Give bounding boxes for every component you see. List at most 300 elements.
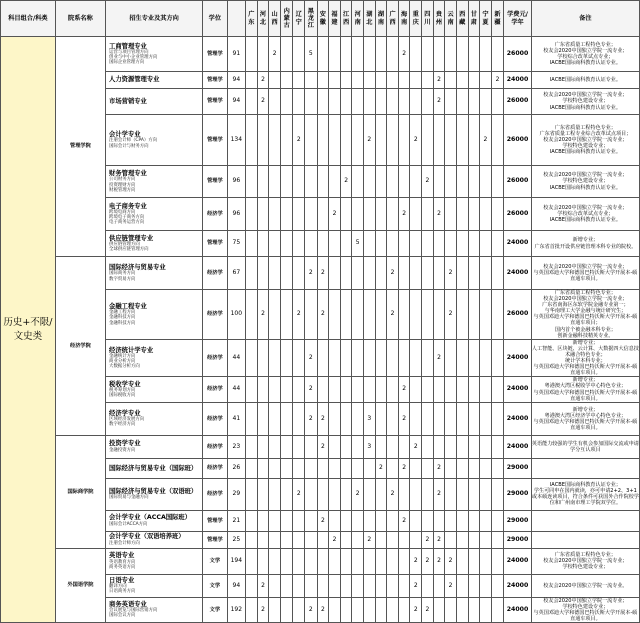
- province-quota: [364, 339, 376, 377]
- province-quota: [364, 377, 376, 402]
- province-quota: 3: [364, 402, 376, 435]
- province-quota: [329, 72, 341, 89]
- province-quota: [445, 402, 457, 435]
- total-cell: 41: [227, 402, 245, 435]
- major-cell: [106, 377, 203, 402]
- province-quota: [375, 115, 387, 166]
- note-line: 校友会2020中国独立学院一流专业；: [543, 263, 628, 270]
- province-quota: [445, 198, 457, 231]
- province-quota: [468, 166, 480, 198]
- province-quota: [293, 548, 305, 574]
- province-quota: [340, 402, 352, 435]
- province-quota: [293, 231, 305, 257]
- province-quota: [375, 290, 387, 340]
- province-quota: 2: [387, 478, 399, 510]
- province-quota: 2: [329, 198, 341, 231]
- major-direction: 注册会计师方向: [109, 540, 140, 546]
- province-quota: 2: [433, 478, 445, 510]
- note-line: 与英国邓迪大学和德国巴特沃斯大学开展本-硕直通车项目。: [533, 609, 638, 622]
- province-quota: [329, 89, 341, 115]
- total-cell: 100: [227, 290, 245, 340]
- province-quota: [480, 339, 492, 377]
- province-quota: 2: [422, 531, 434, 548]
- province-quota: [293, 72, 305, 89]
- note-cell: [531, 89, 639, 115]
- province-quota: 2: [410, 115, 422, 166]
- major-cell: [106, 435, 203, 458]
- header-province: 四 川: [422, 1, 434, 37]
- header-province: 贵 州: [433, 1, 445, 37]
- major-direction: 税务筹划方向: [109, 387, 136, 393]
- province-quota: [257, 37, 269, 72]
- province-quota: [317, 37, 329, 72]
- note-line: IACBE国际商科教育认证专业。: [549, 60, 621, 67]
- province-quota: [246, 166, 258, 198]
- note-line: 粤港澳大湾区税收学中心特色专业；: [544, 383, 627, 390]
- total-cell: 23: [227, 435, 245, 458]
- province-quota: [422, 198, 434, 231]
- note-cell: [531, 115, 639, 166]
- province-quota: [387, 339, 399, 377]
- province-quota: [352, 510, 364, 531]
- province-quota: [269, 290, 281, 340]
- province-quota: [352, 89, 364, 115]
- province-quota: [422, 231, 434, 257]
- province-quota: [410, 458, 422, 478]
- degree-cell: 文学: [203, 597, 227, 622]
- province-quota: [410, 339, 422, 377]
- header-province: 湖 南: [375, 1, 387, 37]
- degree-cell: 经济学: [203, 377, 227, 402]
- province-quota: 3: [364, 435, 376, 458]
- province-quota: [422, 290, 434, 340]
- province-quota: [293, 198, 305, 231]
- province-quota: [456, 198, 468, 231]
- province-quota: [340, 89, 352, 115]
- major-direction: 电子商务运营方向: [109, 220, 145, 226]
- province-quota: 2: [433, 458, 445, 478]
- major-cell: [106, 257, 203, 290]
- province-quota: [410, 257, 422, 290]
- province-quota: [329, 574, 341, 597]
- province-quota: [480, 166, 492, 198]
- province-quota: [456, 37, 468, 72]
- province-quota: [410, 510, 422, 531]
- province-quota: [317, 531, 329, 548]
- note-line: 校友会2020中国独立学院一流专业。: [543, 582, 628, 589]
- province-quota: [433, 115, 445, 166]
- province-quota: [257, 166, 269, 198]
- province-quota: [246, 72, 258, 89]
- province-quota: [293, 339, 305, 377]
- province-quota: [491, 435, 504, 458]
- header-degree: 学位: [203, 1, 227, 37]
- province-quota: [329, 290, 341, 340]
- province-quota: [293, 166, 305, 198]
- province-quota: [246, 290, 258, 340]
- province-quota: [246, 89, 258, 115]
- province-quota: [293, 510, 305, 531]
- note-line: 学校特色建设专业；: [562, 178, 609, 185]
- province-quota: [257, 458, 269, 478]
- province-quota: [433, 377, 445, 402]
- fee-cell: 26000: [504, 198, 532, 231]
- major-direction: 金融投资方向: [109, 447, 136, 453]
- header-province: 新 疆: [491, 1, 504, 37]
- province-quota: [352, 531, 364, 548]
- province-quota: [329, 548, 341, 574]
- province-quota: [480, 89, 492, 115]
- province-quota: [422, 115, 434, 166]
- province-quota: [398, 435, 410, 458]
- header-major: 招生专业及其方向: [106, 1, 203, 37]
- province-quota: [387, 574, 399, 597]
- total-cell: 194: [227, 548, 245, 574]
- province-quota: [410, 231, 422, 257]
- province-quota: [329, 166, 341, 198]
- total-cell: 96: [227, 198, 245, 231]
- major-direction: 商业分析方向: [109, 359, 136, 365]
- province-quota: [329, 597, 341, 622]
- fee-cell: 24000: [504, 548, 532, 574]
- province-quota: 2: [317, 510, 329, 531]
- province-quota: [340, 548, 352, 574]
- province-quota: [491, 574, 504, 597]
- province-quota: [468, 574, 480, 597]
- province-quota: [410, 478, 422, 510]
- province-quota: [364, 458, 376, 478]
- province-quota: [422, 37, 434, 72]
- note-cell: [531, 510, 639, 531]
- degree-cell: 经济学: [203, 198, 227, 231]
- province-quota: 2: [340, 166, 352, 198]
- province-quota: [352, 377, 364, 402]
- province-quota: [340, 198, 352, 231]
- province-quota: [317, 339, 329, 377]
- degree-cell: 经济学: [203, 290, 227, 340]
- fee-cell: 24000: [504, 377, 532, 402]
- province-quota: [468, 510, 480, 531]
- header-province: 宁 夏: [480, 1, 492, 37]
- header-province: 河 北: [257, 1, 269, 37]
- province-quota: [491, 198, 504, 231]
- province-quota: [480, 510, 492, 531]
- province-quota: [375, 72, 387, 89]
- province-quota: [410, 402, 422, 435]
- province-quota: [480, 402, 492, 435]
- note-line: 国内首个被金融本科专业；: [554, 326, 616, 333]
- province-quota: [340, 574, 352, 597]
- province-quota: [280, 37, 293, 72]
- province-quota: [491, 377, 504, 402]
- province-quota: [317, 198, 329, 231]
- province-quota: 2: [293, 290, 305, 340]
- note-line: IACBE国际商科教育认证专业；: [549, 482, 621, 488]
- province-quota: [280, 89, 293, 115]
- province-quota: [305, 458, 318, 478]
- province-quota: [398, 257, 410, 290]
- major-direction: 跨境电商方向: [109, 209, 136, 215]
- province-quota: [269, 339, 281, 377]
- province-quota: [364, 257, 376, 290]
- province-quota: [340, 510, 352, 531]
- province-quota: [269, 377, 281, 402]
- province-quota: [410, 198, 422, 231]
- province-quota: [422, 435, 434, 458]
- major-name: 供应链管理专业: [109, 234, 154, 242]
- province-quota: [445, 166, 457, 198]
- province-quota: [364, 198, 376, 231]
- province-quota: 2: [317, 290, 329, 340]
- fee-cell: 26000: [504, 37, 532, 72]
- major-direction: 投资理财方向: [109, 182, 136, 188]
- major-cell: [106, 510, 203, 531]
- province-quota: [280, 510, 293, 531]
- province-quota: [456, 574, 468, 597]
- note-cell: [531, 339, 639, 377]
- province-quota: [422, 458, 434, 478]
- province-quota: 2: [257, 72, 269, 89]
- province-quota: [491, 510, 504, 531]
- note-line: 学校特色建设专业；: [562, 603, 609, 610]
- header-total-blank: [227, 1, 245, 37]
- note-cell: [531, 574, 639, 597]
- note-cell: [531, 37, 639, 72]
- province-quota: [456, 290, 468, 340]
- province-quota: [398, 166, 410, 198]
- province-quota: [329, 339, 341, 377]
- province-quota: [387, 597, 399, 622]
- province-quota: [480, 548, 492, 574]
- province-quota: [375, 198, 387, 231]
- province-quota: [445, 510, 457, 531]
- province-quota: [456, 72, 468, 89]
- province-quota: [317, 377, 329, 402]
- province-quota: [280, 402, 293, 435]
- province-quota: [468, 198, 480, 231]
- major-direction: 翻译方向: [109, 584, 127, 590]
- province-quota: [375, 257, 387, 290]
- province-quota: 2: [433, 548, 445, 574]
- major-direction: 财税管理方向: [109, 187, 136, 193]
- province-quota: [293, 458, 305, 478]
- province-quota: [246, 574, 258, 597]
- province-quota: [280, 531, 293, 548]
- province-quota: [317, 574, 329, 597]
- major-cell: [106, 548, 203, 574]
- province-quota: 2: [433, 198, 445, 231]
- province-quota: 2: [410, 597, 422, 622]
- major-cell: [106, 37, 203, 72]
- province-quota: [340, 37, 352, 72]
- province-quota: [398, 115, 410, 166]
- province-quota: [422, 574, 434, 597]
- province-quota: 2: [433, 531, 445, 548]
- province-quota: [445, 377, 457, 402]
- province-quota: [445, 531, 457, 548]
- province-quota: [468, 257, 480, 290]
- province-quota: [387, 458, 399, 478]
- province-quota: [280, 115, 293, 166]
- note-line: 校友会2020中国独立学院一流专业；: [543, 597, 628, 604]
- province-quota: [491, 531, 504, 548]
- province-quota: [269, 166, 281, 198]
- province-quota: [387, 531, 399, 548]
- province-quota: [398, 72, 410, 89]
- province-quota: [305, 115, 318, 166]
- province-quota: [305, 198, 318, 231]
- province-quota: [280, 166, 293, 198]
- header-province: 江 西: [340, 1, 352, 37]
- category-cell: [1, 37, 56, 623]
- province-quota: [329, 257, 341, 290]
- major-cell: [106, 290, 203, 340]
- total-cell: 21: [227, 510, 245, 531]
- province-quota: 2: [410, 548, 422, 574]
- province-quota: [280, 290, 293, 340]
- note-line: 校友会2020中国独立学院一流专业；: [543, 136, 628, 143]
- header-province: 内 蒙 古: [280, 1, 293, 37]
- province-quota: [269, 198, 281, 231]
- province-quota: [293, 531, 305, 548]
- province-quota: [364, 72, 376, 89]
- header-province: 福 建: [329, 1, 341, 37]
- province-quota: 2: [257, 574, 269, 597]
- province-quota: [433, 402, 445, 435]
- province-quota: [398, 231, 410, 257]
- total-cell: 44: [227, 339, 245, 377]
- province-quota: [280, 478, 293, 510]
- header-province: 云 南: [445, 1, 457, 37]
- note-line: 统计学本科专业；: [565, 358, 606, 365]
- province-quota: 2: [398, 402, 410, 435]
- province-quota: [480, 290, 492, 340]
- province-quota: [352, 166, 364, 198]
- province-quota: [352, 402, 364, 435]
- degree-cell: 经济学: [203, 339, 227, 377]
- province-quota: [422, 510, 434, 531]
- major-direction: 跨境电子商务方向: [109, 215, 145, 220]
- note-line: 与英国邓迪大学和德国巴特沃斯大学开展本-硕直通车项目。: [533, 389, 638, 402]
- province-quota: [246, 531, 258, 548]
- province-quota: 2: [410, 435, 422, 458]
- note-line: 粤港澳大湾区经济学中心特色专业；: [544, 412, 627, 419]
- fee-cell: 24000: [504, 339, 532, 377]
- major-name: 金融工程专业: [109, 302, 147, 310]
- fee-cell: 29000: [504, 510, 532, 531]
- province-quota: [410, 290, 422, 340]
- province-quota: [480, 198, 492, 231]
- province-quota: [387, 231, 399, 257]
- header-province: 西 藏: [456, 1, 468, 37]
- province-quota: [491, 339, 504, 377]
- degree-cell: 文学: [203, 574, 227, 597]
- major-direction: 国际会计与财务方向: [109, 143, 149, 149]
- province-quota: [410, 89, 422, 115]
- total-cell: 44: [227, 377, 245, 402]
- note-line: IACBE国际商科教育认证专业。: [549, 149, 621, 156]
- province-quota: [468, 478, 480, 510]
- fee-cell: 26000: [504, 115, 532, 166]
- header-fee: 学费元/学年: [504, 1, 532, 37]
- province-quota: [329, 115, 341, 166]
- province-quota: [364, 548, 376, 574]
- province-quota: [269, 257, 281, 290]
- province-quota: [305, 89, 318, 115]
- province-quota: [456, 377, 468, 402]
- province-quota: [410, 377, 422, 402]
- province-quota: [468, 435, 480, 458]
- major-direction: 国际会议方向: [109, 613, 136, 619]
- province-quota: [387, 166, 399, 198]
- province-quota: [317, 72, 329, 89]
- province-quota: [433, 510, 445, 531]
- province-quota: [340, 377, 352, 402]
- province-quota: 2: [445, 257, 457, 290]
- province-quota: [280, 377, 293, 402]
- major-cell: [106, 574, 203, 597]
- major-direction: 区域经济发展方向: [109, 417, 145, 423]
- province-quota: [375, 510, 387, 531]
- total-cell: 91: [227, 37, 245, 72]
- province-quota: [410, 166, 422, 198]
- total-cell: 29: [227, 478, 245, 510]
- province-quota: [468, 115, 480, 166]
- province-quota: 2: [364, 531, 376, 548]
- note-cell: [531, 72, 639, 89]
- major-direction: 金融科技方向: [109, 315, 136, 321]
- degree-cell: 管理学: [203, 115, 227, 166]
- province-quota: [329, 478, 341, 510]
- province-quota: [317, 231, 329, 257]
- major-direction: 注册会计师（CPA）方向: [109, 138, 157, 144]
- note-line: 学校特色建设专业；: [562, 143, 609, 150]
- major-cell: [106, 597, 203, 622]
- province-quota: 2: [257, 290, 269, 340]
- province-quota: [468, 339, 480, 377]
- header-note: 备注: [531, 1, 639, 37]
- major-name: 人力资源管理专业: [109, 76, 160, 84]
- province-quota: [468, 89, 480, 115]
- province-quota: [468, 531, 480, 548]
- province-quota: [246, 339, 258, 377]
- province-quota: [280, 257, 293, 290]
- province-quota: [305, 510, 318, 531]
- province-quota: [340, 435, 352, 458]
- note-line: 校友会2020中国独立学院一流专业；: [543, 47, 628, 54]
- province-quota: 2: [398, 458, 410, 478]
- total-cell: 75: [227, 231, 245, 257]
- province-quota: 2: [293, 478, 305, 510]
- province-quota: [422, 257, 434, 290]
- province-quota: [491, 478, 504, 510]
- province-quota: [387, 89, 399, 115]
- province-quota: 2: [317, 435, 329, 458]
- province-quota: [269, 458, 281, 478]
- province-quota: [293, 377, 305, 402]
- province-quota: [398, 574, 410, 597]
- degree-cell: 经济学: [203, 402, 227, 435]
- province-quota: [480, 257, 492, 290]
- degree-cell: 文学: [203, 548, 227, 574]
- header-province: 甘 肃: [468, 1, 480, 37]
- province-quota: [364, 231, 376, 257]
- province-quota: [340, 597, 352, 622]
- province-quota: 2: [293, 115, 305, 166]
- province-quota: [445, 115, 457, 166]
- note-line: 学校综合改革试点专业；: [557, 210, 614, 217]
- province-quota: 2: [257, 597, 269, 622]
